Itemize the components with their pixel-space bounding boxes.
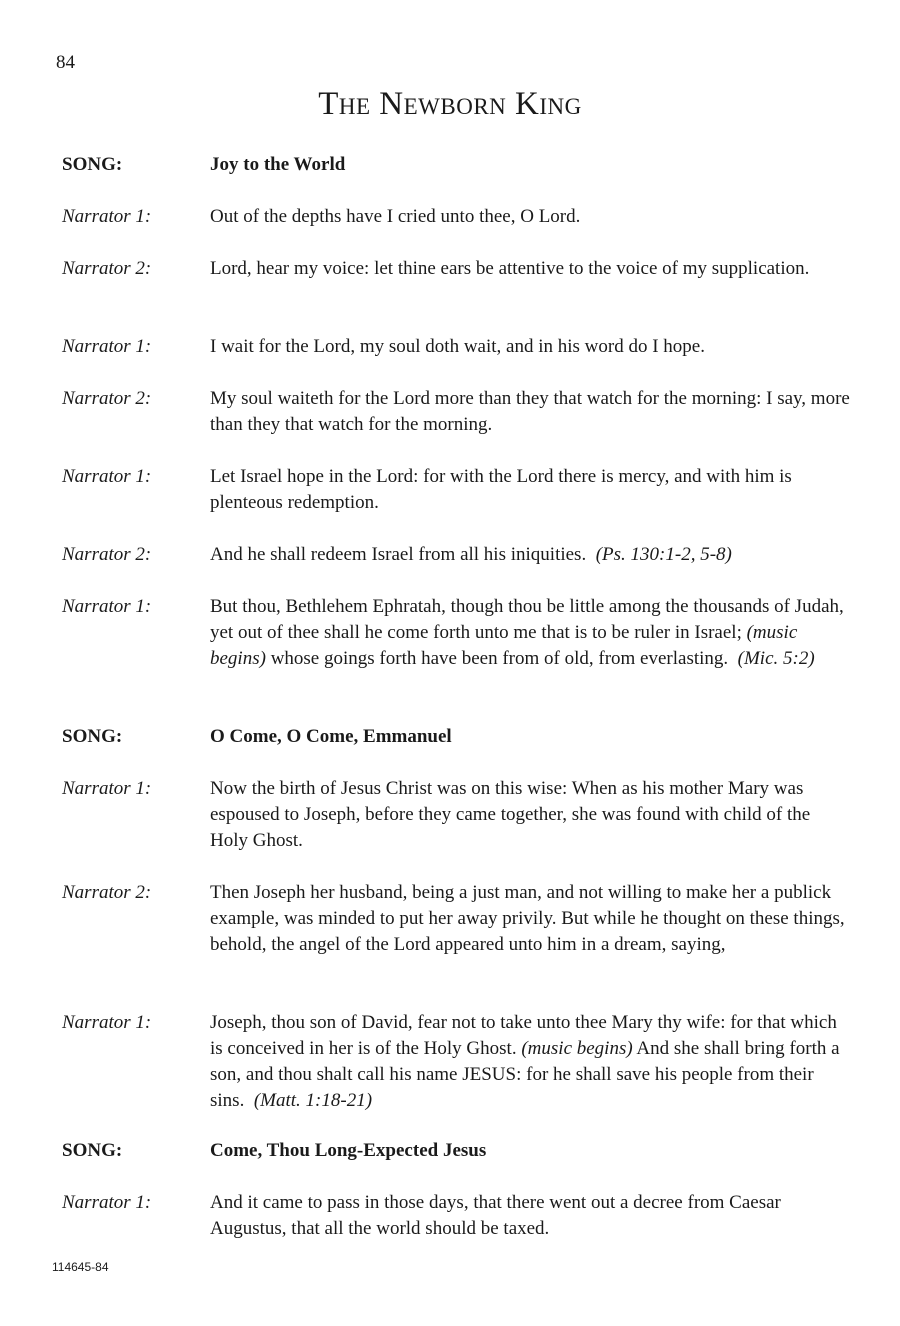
speaker-label: Narrator 2: [62,258,152,279]
speaker-label: Narrator 1: [62,1192,152,1213]
footer-code: 114645-84 [52,1260,109,1274]
narration-text: And it came to pass in those days, that there went out a decree from Caesar Augustus, that all the world should be taxed. [210,1192,781,1239]
speaker-label: SONG: [62,726,123,747]
stage-direction: (music begins) [210,622,798,669]
scripture-citation: (Mic. 5:2) [737,648,815,669]
speaker-label: Narrator 1: [62,206,152,227]
speaker-label: Narrator 2: [62,882,152,903]
narration-text [210,542,850,568]
stage-direction: (music begins) [521,1038,633,1059]
song-title: O Come, O Come, Emmanuel [210,726,452,747]
narration-text [210,1010,850,1114]
scripture-citation: (Ps. 130:1-2, 5-8) [595,544,732,565]
narration-text: Out of the depths have I cried unto thee, O Lord. [210,206,581,227]
speaker-label: Narrator 1: [62,336,152,357]
passage: And he shall redeem Israel from all his iniquities. [210,544,587,565]
speaker-label: Narrator 2: [62,544,152,565]
song-title: Joy to the World [210,154,346,175]
page-number: 84 [56,52,75,73]
speaker-label: Narrator 1: [62,466,152,487]
passage: But thou, Bethlehem Ephratah, though thou be little among the thousands of Judah, yet out of thee shall he come forth unto me that is to be ruler in Israel; [210,596,844,643]
narration-text: Lord, hear my voice: let thine ears be attentive to the voice of my supplication. [210,258,810,279]
speaker-label: Narrator 2: [62,388,152,409]
narration-text: I wait for the Lord, my soul doth wait, and in his word do I hope. [210,336,705,357]
narration-text: Now the birth of Jesus Christ was on this wise: When as his mother Mary was espoused to Joseph, before they came together, she was found with child of the Holy Ghost. [210,778,811,851]
passage: whose goings forth have been from of old, from everlasting. [270,648,729,669]
narration-text: Then Joseph her husband, being a just man, and not willing to make her a publick example, was minded to put her away privily. But while he thought on these things, behold, the angel of the Lord appeared unto him in a dream, saying, [210,882,845,955]
scripture-citation: (Matt. 1:18-21) [253,1090,373,1111]
passage: And she shall bring forth a son, and thou shalt call his name JESUS: for he shall save his people from their sins. [210,1038,840,1111]
narration-text: My soul waiteth for the Lord more than they that watch for the morning: I say, more than they that watch for the morning. [210,388,850,435]
speaker-label: SONG: [62,154,123,175]
song-title: Come, Thou Long-Expected Jesus [210,1140,487,1161]
speaker-label: Narrator 1: [62,1012,152,1033]
speaker-label: SONG: [62,1140,123,1161]
speaker-label: Narrator 1: [62,596,152,617]
narration-text: Let Israel hope in the Lord: for with the Lord there is mercy, and with him is plenteous redemption. [210,466,792,513]
passage: Joseph, thou son of David, fear not to take unto thee Mary thy wife: for that which is conceived in her is of the Holy Ghost. [210,1012,837,1059]
narration-text [210,594,850,672]
speaker-label: Narrator 1: [62,778,152,799]
page-title: The Newborn King [318,86,582,122]
